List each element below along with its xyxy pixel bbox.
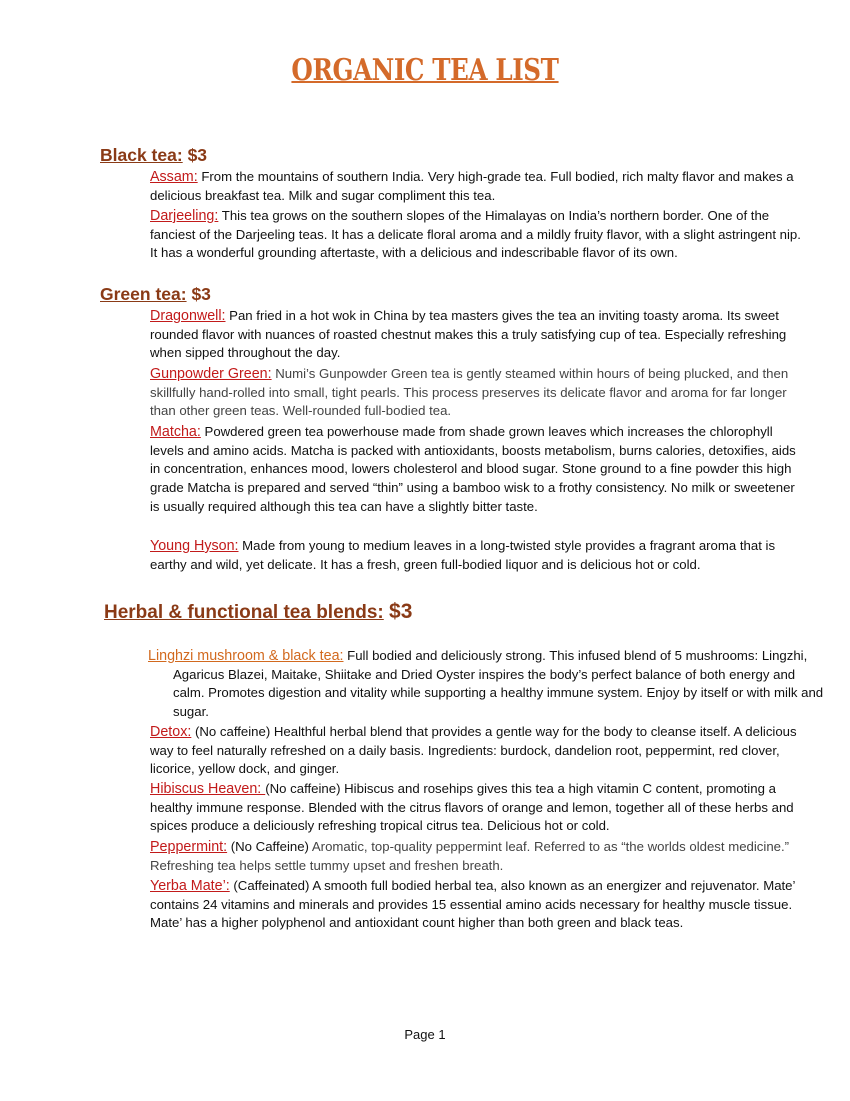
tea-item-peppermint bbox=[150, 838, 802, 875]
tea-description: Made from young to medium leaves in a long-twisted style provides a fragrant aroma that is earthy and wild, yet delicate. It has a fresh, green full-bodied liquor and is delicious hot or cold. bbox=[150, 538, 776, 572]
tea-item-hibiscus-heaven bbox=[150, 780, 802, 836]
tea-description: (Caffeinated) A smooth full bodied herbal tea, also known as an energizer and rejuvenator. Mate’ contains 24 vitamins and minerals and provides 15 essential amino acids necessary for healthy muscle tissue. Mate’ has a higher polyphenol and antioxidant count higher than both green and black teas. bbox=[150, 878, 795, 931]
tea-item-lingzhi bbox=[148, 647, 825, 722]
tea-description: Powdered green tea powerhouse made from shade grown leaves which increases the chlorophyll levels and amino acids. Matcha is packed with antioxidants, boosts metabolism, burns calories, detoxifies, aids in concentration, enhances mood, lowers cholesterol and blood sugar. Stone ground to a fine powder this high grade Matcha is prepared and served “thin” using a bamboo wisk to a frothy consistency. No milk or sweetener is usually required although this tea can have a slightly bitter taste. bbox=[150, 424, 796, 514]
tea-item-matcha bbox=[150, 423, 802, 517]
tea-name: Gunpowder Green: bbox=[150, 366, 272, 382]
category-price: $3 bbox=[389, 600, 413, 623]
tea-item-young-hyson bbox=[150, 537, 802, 574]
tea-item-assam bbox=[150, 168, 802, 205]
category-price: $3 bbox=[187, 145, 208, 165]
category-name: Black tea: bbox=[100, 145, 183, 165]
tea-item-gunpowder-green bbox=[150, 365, 802, 421]
tea-name: Yerba Mate’: bbox=[150, 878, 230, 894]
tea-item-darjeeling bbox=[150, 207, 802, 263]
category-name: Green tea: bbox=[100, 284, 187, 304]
tea-name: Detox: bbox=[150, 724, 192, 740]
tea-name: Peppermint: bbox=[150, 839, 228, 855]
category-heading-herbal bbox=[104, 600, 412, 624]
tea-name: Darjeeling: bbox=[150, 208, 219, 224]
category-heading-black-tea bbox=[100, 145, 207, 166]
tea-name: Hibiscus Heaven: bbox=[150, 781, 266, 797]
category-price: $3 bbox=[191, 284, 211, 304]
tea-item-detox bbox=[150, 723, 802, 779]
tea-description: From the mountains of southern India. Very high-grade tea. Full bodied, rich malty flavor and makes a delicious breakfast tea. Milk and sugar compliment this tea. bbox=[150, 169, 794, 203]
tea-description: (No caffeine) Healthful herbal blend that provides a gentle way for the body to cleanse itself. A delicious way to feel naturally refreshed on a daily basis. Ingredients: burdock, dandelion root, peppermint, red clover, licorice, yellow dock, and ginger. bbox=[150, 724, 797, 777]
tea-item-dragonwell bbox=[150, 307, 802, 363]
tea-name: Young Hyson: bbox=[150, 538, 239, 554]
tea-description: Aromatic, top-quality peppermint leaf. Referred to as “the worlds oldest medicine.” Refreshing tea helps settle tummy upset and freshen breath. bbox=[150, 839, 790, 873]
tea-caffeine-note: (No Caffeine) bbox=[227, 839, 309, 854]
category-heading-green-tea bbox=[100, 284, 211, 305]
tea-name: Assam: bbox=[150, 169, 198, 185]
tea-description: (No caffeine) Hibiscus and rosehips gives this tea a high vitamin C content, promoting a healthy immune response. Blended with the citrus flavors of orange and lemon, together all of these herbs and spices produce a deliciously refreshing tropical citrus tea. Delicious hot or cold. bbox=[150, 781, 794, 834]
tea-description: Pan fried in a hot wok in China by tea masters gives the tea an inviting toasty aroma. Its sweet rounded flavor with nuances of roasted chestnut makes this a truly satisfying cup of tea. Especially refreshing when sipped throughout the day. bbox=[150, 308, 787, 361]
tea-description: Full bodied and deliciously strong. This infused blend of 5 mushrooms: Lingzhi, Agaricus Blazei, Maitake, Shiitake and Dried Oyster inspires the body’s perfect balance of both energy and calm. Promotes digestion and vitality while supporting a healthy immune system. Enjoy by itself or with milk and sugar. bbox=[173, 648, 824, 720]
tea-name: Matcha: bbox=[150, 424, 201, 440]
tea-name: Linghzi mushroom & black tea: bbox=[148, 648, 344, 664]
tea-description: This tea grows on the southern slopes of the Himalayas on India’s northern border. One of the fanciest of the Darjeeling teas. It has a delicate floral aroma and a mildly fruity flavor, with a slight astringent nip. It has a wonderful grounding aftertaste, with a delicious and indescribable flavor of its own. bbox=[150, 208, 801, 261]
page-title: ORGANIC TEA LIST bbox=[291, 53, 559, 88]
page-number: Page 1 bbox=[404, 1027, 446, 1042]
tea-name: Dragonwell: bbox=[150, 308, 226, 324]
category-name: Herbal & functional tea blends: bbox=[104, 602, 384, 623]
tea-item-yerba-mate bbox=[150, 877, 802, 933]
tea-description: Numi’s Gunpowder Green tea is gently steamed within hours of being plucked, and then skillfully hand-rolled into small, tight pearls. This process preserves its delicate flavor and aroma for far longer than other green teas. Well-rounded full-bodied tea. bbox=[150, 366, 789, 419]
